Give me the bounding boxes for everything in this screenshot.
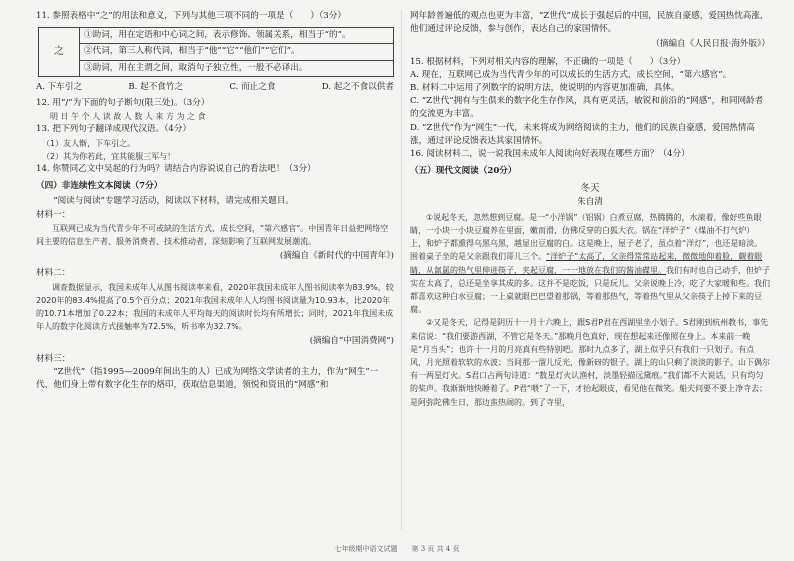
section-5-heading: （五）现代文阅读（20分）: [410, 166, 517, 177]
table-head: 之: [39, 28, 80, 76]
question-12-sentence: 明 日 午 个 人 读 故 人 数 人 来 方 为 之 食: [50, 112, 206, 122]
page-footer: 七年级期中语文试题 第 3 页 共 4 页: [334, 545, 460, 553]
material-3-text: “Z世代”（指1995—2009年间出生的人）已成为网络文学读者的主力，作为“网生”一代，他们身上带有数字化生存的烙印，获取信息渠道，领悦和资讯的“网感”和: [36, 366, 379, 391]
table-row: ①助词，用在定语和中心词之间，表示修饰、领属关系，相当于“的”。: [80, 28, 393, 44]
activity-intro: “阅读与阅读”专题学习活动，阅读以下材料，请完成相关题目。: [53, 196, 295, 207]
question-11: 11. 参照表格中“之”的用法和意义，下列与其他三项不同的一项是（ ）（3分）: [36, 11, 346, 21]
material-2-label: 材料二：: [36, 268, 71, 279]
material-2-source: (摘编自“中国消费网”): [309, 336, 394, 347]
material-3-source: （摘编自《人民日报·海外版》）: [651, 39, 770, 50]
option-a: A. 下车引之: [36, 81, 83, 92]
question-14: 14. 你赞同乙文中吴起的行为吗？请结合内容说说自己的看法吧！（3分）: [36, 164, 316, 175]
material-3-label: 材料三：: [36, 353, 71, 364]
essay-author: 朱自清: [577, 196, 603, 207]
material-3-continued: 网年龄普遍低的观点也更为丰富，“Z世代”成长于强起后的中国，民族自豪感，爱国热忱高涨，他们通过评论反馈，参与创作，表达自己的家国情怀。: [410, 11, 769, 35]
material-1-source: (摘编自《新时代的中国青年》): [279, 251, 394, 262]
question-13-2: （2）其为你若此，宜其能服三军与！: [42, 151, 176, 161]
option-c: C. 而止之食: [229, 81, 276, 92]
table-row: ②代词，第三人称代词，相当于“他”“它”“他们”“它们”。: [80, 44, 393, 60]
paragraph-2: ②又是冬天，记得是阴历十一月十六晚上，跟S君P君在西湖里坐小划子。S君刚到杭州教书，事先来信说：“我们要游西湖，不管它是冬天。”那晚月色真好，现在想起来还像照在身上。本来前一晚是“月当头”；也许十一月的月亮真有些特别吧。那时九点多了，湖上似乎只有我们一只划子。有点风，月光照着软软的水波；当间那一溜儿反光，像新砑的银子。湖上的山只剩了淡淡的影子。山下偶尔有一两星灯火。S君口占两句诗道：“数星灯火认渔村，淡墨轻描远黛痕。”我们都不大说话，只有均匀的桨声。我渐渐地快睡着了。P君“喂”了一下，才抬起眼皮，看见他在微笑。船夫问要不要上净寺去；是阿弥陀佛生日，那边蛮热闹的。到了寺里，: [410, 318, 770, 407]
question-13-1: （1）友人惭，下车引之。: [42, 138, 136, 148]
question-15-option-a: A. 现在，互联网已成为当代青少年的可以成长的生活方式，成长空间，“第六感官”。: [410, 69, 732, 80]
left-column: [36, 10, 394, 392]
material-1-label: 材料一：: [36, 209, 71, 220]
material-2-text: 调查数据显示，我国未成年人从图书阅读率来看，2020年我国未成年人图书阅读率为83.9%，较2020年的83.4%提高了0.5个百分点；2021年我国未成年人人均图书阅读量为10.93本，比2020年的10.71本增加了0.22本；我国的未成年人平均每天的阅读时长均有所增长；同时，2021年我国未成年人的数字化阅读方式接触率为72.5%，听书率为32.7%。: [36, 282, 394, 332]
question-15: 15. 根据材料，下列对相关内容的理解，不正确的一项是（ ）（3分）: [410, 56, 686, 67]
question-12: 12. 用“/”为下面的句子断句(限三处)。（3分）: [36, 98, 210, 109]
paragraph-1-underlined: “洋炉子”太高了，父亲得常常站起来，微微地仰着脸，觑着眼睛，从氤氲的热气里伸进筷子，夹起豆腐，一一地放在我们的酱油碟里。: [410, 252, 763, 275]
section-4-heading: （四）非连续性文本阅读（7分）: [36, 181, 163, 192]
paragraph-1: [410, 211, 770, 317]
column-divider: [401, 10, 402, 530]
zhi-usage-table: [38, 27, 394, 77]
question-15-option-d: D. “Z世代”作为“网生”一代，未来将成为网络阅读的主力，他们的民族自豪感，爱国热情高涨，通过评论反馈表达其家国情怀。: [410, 122, 755, 146]
question-15-option-c: C. “Z世代”拥有与生俱来的数字化生存作风，具有更灵活，敏锐和前沿的“网感”，和同网龄者的交流更为丰富。: [410, 96, 764, 120]
material-1-text: 互联网已成为当代青少年不可或缺的生活方式、成长空间，“第六感官”。中国青年日益把网络空间主要的信息生产者、服务消费者、技术推动者，深刻影响了互联网发展潮流。: [36, 223, 389, 247]
question-11-options: [36, 81, 394, 94]
paragraph-1-start: ①说起冬天，忽然想到豆腐。是一“小洋锅”（铝锅）白煮豆腐，热腾腾的，水滚着，像好些鱼眼睛，一小块一小块豆腐养在里面，嫩而滑，仿佛反穿的白狐大衣。锅在“洋炉子”（煤油不打气炉）上，和炉子都熏得乌黑乌黑，越显出豆腐的白。这是晚上，屋子老了，虽点着“洋灯”，也还是暗淡。围着桌子坐的是父亲跟我们哥儿三个。: [410, 212, 763, 262]
paragraph-1-end: 我们有时也自己动手，但炉子实在太高了，总还是坐享其成的多。这并不是吃饭，只是玩儿。父亲说晚上冷，吃了大家暖和些。我们都喜欢这种白水豆腐；一上桌就眼巴巴望着那锅，等着那热气，等着热气里从父亲筷子上掉下来的豆腐。: [410, 265, 770, 315]
question-15-option-b: B. 材料二中运用了列数字的说明方法，使说明的内容更加准确，具体。: [410, 83, 680, 94]
right-column: [410, 10, 770, 409]
essay-title: 冬天: [580, 183, 600, 195]
table-row: ③助词，用在主谓之间，取消句子独立性，一般不必译出。: [84, 62, 308, 73]
question-16: 16. 阅读材料二，说一说我国未成年人阅读向好表现在哪些方面？（4分）: [410, 149, 690, 160]
option-b: B. 起不食竹之: [128, 81, 184, 92]
question-13: 13. 把下列句子翻译成现代汉语。（4分）: [36, 124, 192, 135]
option-d: D. 起之不食以供者: [321, 81, 394, 92]
